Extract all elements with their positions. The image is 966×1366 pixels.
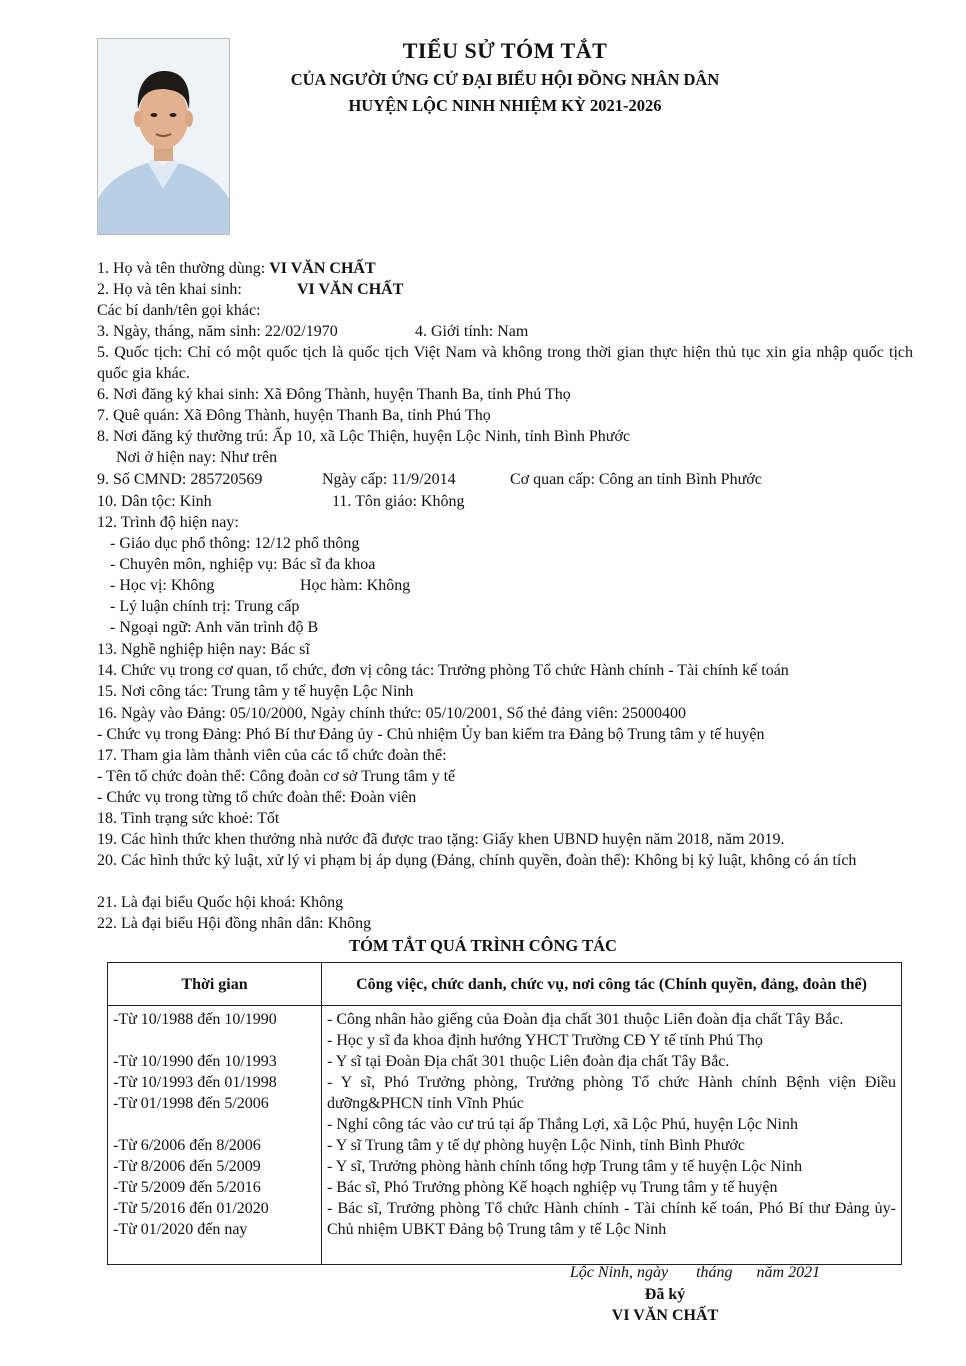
document-title: TIỂU SỬ TÓM TẮT: [402, 38, 608, 63]
field-current-residence: Nơi ở hiện nay: Như trên: [116, 449, 278, 466]
field-degree: - Học vị: Không: [110, 577, 215, 594]
field-workplace: 15. Nơi công tác: Trung tâm y tế huyện Lộc Ninh: [97, 683, 414, 700]
work-row-description: - Công nhân hào giếng của Đoàn địa chất 301 thuộc Liên đoàn địa chất Tây Bắc.: [327, 1011, 844, 1028]
field-birth-registration: 6. Nơi đăng ký khai sinh: Xã Đông Thành, huyện Thanh Ba, tỉnh Phú Thọ: [97, 386, 571, 403]
work-history-time-cell: [108, 1006, 322, 1265]
work-history-rows: [108, 1006, 902, 1265]
field-birth-name-value: VI VĂN CHẤT: [297, 281, 404, 298]
field-awards: 19. Các hình thức khen thưởng nhà nước đã được trao tặng: Giấy khen UBND huyện năm 2018, năm 2019.: [97, 831, 785, 848]
document-subtitle-1: CỦA NGƯỜI ỨNG CỬ ĐẠI BIỂU HỘI ĐỒNG NHÂN DÂN: [290, 70, 720, 89]
field-political-theory: - Lý luận chính trị: Trung cấp: [110, 598, 300, 615]
field-permanent-residence: 8. Nơi đăng ký thường trú: Ấp 10, xã Lộc Thiện, huyện Lộc Ninh, tỉnh Bình Phước: [97, 428, 631, 445]
field-party-position: - Chức vụ trong Đảng: Phó Bí thư Đảng ủy - Chủ nhiệm Ủy ban kiểm tra Đảng bộ Trung tâm y tế huyện: [97, 726, 765, 743]
work-row-time: -Từ 5/2016 đến 01/2020: [113, 1200, 269, 1217]
field-id-issue-date: Ngày cấp: 11/9/2014: [322, 471, 456, 488]
work-row-time: -Từ 5/2009 đến 5/2016: [113, 1179, 261, 1196]
field-birth-name-label: 2. Họ và tên khai sinh:: [97, 281, 242, 298]
document-subtitle-2: HUYỆN LỘC NINH NHIỆM KỲ 2021-2026: [348, 96, 662, 115]
field-gender: 4. Giới tính: Nam: [415, 323, 529, 340]
field-birth-date: 3. Ngày, tháng, năm sinh: 22/02/1970: [97, 323, 338, 340]
signature-status: Đã ký: [644, 1286, 686, 1303]
portrait-photo: [97, 38, 230, 235]
field-party-dates: 16. Ngày vào Đảng: 05/10/2000, Ngày chính thức: 05/10/2001, Số thẻ đảng viên: 25000400: [97, 705, 687, 722]
field-education-heading: 12. Trình độ hiện nay:: [97, 514, 239, 531]
field-peoples-council: 22. Là đại biểu Hội đồng nhân dân: Không: [97, 915, 372, 932]
work-row-description: - Bác sĩ, Phó Trưởng phòng Kế hoạch nghiệp vụ Trung tâm y tế huyện: [327, 1179, 778, 1196]
work-row-time: -Từ 10/1990 đến 10/1993: [113, 1053, 277, 1070]
field-alias: Các bí danh/tên gọi khác:: [97, 302, 261, 319]
field-common-name-value: VI VĂN CHẤT: [269, 260, 376, 277]
work-row-time: -Từ 10/1993 đến 01/1998: [113, 1074, 277, 1091]
field-common-name: [97, 258, 376, 279]
field-organization-role: - Chức vụ trong từng tổ chức đoàn thể: Đoàn viên: [97, 789, 417, 806]
field-general-education: - Giáo dục phổ thông: 12/12 phổ thông: [110, 535, 360, 552]
field-religion: 11. Tôn giáo: Không: [332, 493, 465, 510]
work-history-header-description: Công việc, chức danh, chức vụ, nơi công tác (Chính quyền, đảng, đoàn thể): [322, 963, 902, 1006]
work-row-time: -Từ 6/2006 đến 8/2006: [113, 1137, 261, 1154]
work-history-header-time: Thời gian: [108, 963, 322, 1006]
field-discipline: 20. Các hình thức kỷ luật, xử lý vi phạm bị áp dụng (Đảng, chính quyền, đoàn thể): Không bị kỷ luật, không có án tích: [97, 852, 857, 869]
signature-place-date: Lộc Ninh, ngày tháng năm 2021: [569, 1264, 821, 1281]
work-row-description: - Bác sĩ, Trưởng phòng Tổ chức Hành chính - Tài chính kế toán, Phó Bí thư Đảng ủy-Chủ nhiệm UBKT Đảng bộ Trung tâm y tế Lộc Ninh: [327, 1200, 896, 1238]
portrait-image: [98, 39, 229, 234]
field-id-number: 9. Số CMND: 285720569: [97, 471, 263, 488]
field-position: 14. Chức vụ trong cơ quan, tổ chức, đơn vị công tác: Trưởng phòng Tổ chức Hành chính - Tài chính kế toán: [97, 662, 789, 679]
field-nationality: 5. Quốc tịch: Chỉ có một quốc tịch là quốc tịch Việt Nam và không trong thời gian thực hiện thủ tục xin gia nhập quốc tịch quốc gia khác.: [97, 344, 913, 382]
field-health: 18. Tình trạng sức khoẻ: Tốt: [97, 810, 280, 827]
work-row-description: - Y sĩ, Phó Trưởng phòng, Trưởng phòng Tổ chức Hành chính Bệnh viện Điều dưỡng&PHCN tỉnh Vĩnh Phúc: [327, 1074, 896, 1112]
work-row-description: - Y sĩ, Trưởng phòng hành chính tổng hợp Trung tâm y tế huyện Lộc Ninh: [327, 1158, 803, 1175]
work-row-description: - Y sĩ Trung tâm y tế dự phòng huyện Lộc Ninh, tỉnh Bình Phước: [327, 1137, 745, 1154]
work-history-table: [107, 962, 902, 1265]
field-id-issuer: Cơ quan cấp: Công an tỉnh Bình Phước: [510, 471, 762, 488]
field-foreign-language: - Ngoại ngữ: Anh văn trình độ B: [110, 619, 319, 636]
field-academic-title: Học hàm: Không: [300, 577, 411, 594]
field-national-assembly: 21. Là đại biểu Quốc hội khoá: Không: [97, 894, 344, 911]
work-row-time: -Từ 10/1988 đến 10/1990: [113, 1011, 277, 1028]
field-ethnicity: 10. Dân tộc: Kinh: [97, 493, 212, 510]
signature-name: VI VĂN CHẤT: [611, 1307, 719, 1324]
field-common-name-label: 1. Họ và tên thường dùng:: [97, 260, 270, 277]
field-organization-name: - Tên tổ chức đoàn thể: Công đoàn cơ sở Trung tâm y tế: [97, 768, 456, 785]
work-row-time: -Từ 01/1998 đến 5/2006: [113, 1095, 269, 1112]
field-specialty: - Chuyên môn, nghiệp vụ: Bác sĩ đa khoa: [110, 556, 376, 573]
work-row-description: - Y sĩ tại Đoàn Địa chất 301 thuộc Liên đoàn địa chất Tây Bắc.: [327, 1053, 730, 1070]
field-occupation: 13. Nghề nghiệp hiện nay: Bác sĩ: [97, 641, 310, 658]
field-organizations-heading: 17. Tham gia làm thành viên của các tổ chức đoàn thể:: [97, 747, 447, 764]
work-row-time: -Từ 8/2006 đến 5/2009: [113, 1158, 261, 1175]
work-row-description: - Học y sĩ đa khoa định hướng YHCT Trường CĐ Y tế tỉnh Phú Thọ: [327, 1032, 763, 1049]
field-hometown: 7. Quê quán: Xã Đông Thành, huyện Thanh Ba, tỉnh Phú Thọ: [97, 407, 491, 424]
work-row-time: -Từ 01/2020 đến nay: [113, 1221, 248, 1238]
work-history-description-cell: [322, 1006, 902, 1265]
work-history-title: TÓM TẮT QUÁ TRÌNH CÔNG TÁC: [349, 936, 617, 955]
work-row-description: - Nghỉ công tác vào cư trú tại ấp Thắng Lợi, xã Lộc Phú, huyện Lộc Ninh: [327, 1116, 798, 1133]
work-history-header-row: [108, 963, 902, 1006]
